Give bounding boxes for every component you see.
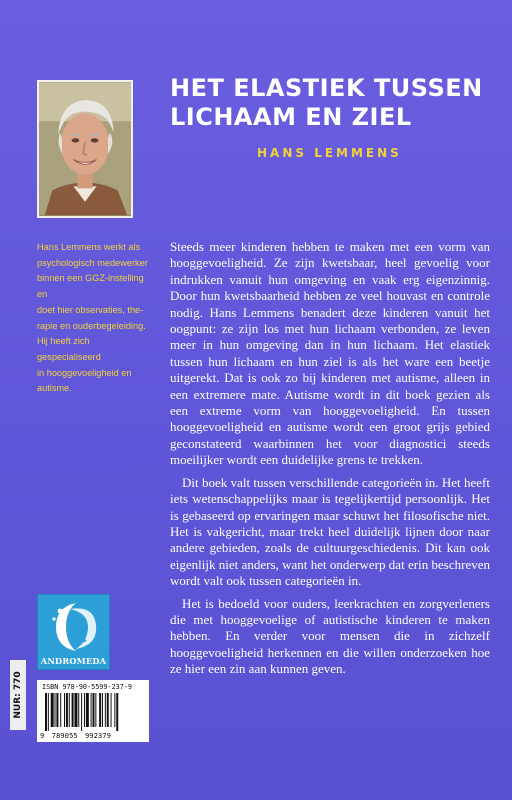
barcode-bar xyxy=(55,693,56,727)
book-title-line-1: HET ELASTIEK TUSSEN xyxy=(170,74,483,102)
author-bio-line: in hooggevoeligheid en xyxy=(37,367,132,378)
barcode-bar xyxy=(105,693,106,727)
author-bio xyxy=(37,240,149,397)
ean-digit-group: 9 xyxy=(40,731,45,740)
moon-face-icon xyxy=(46,599,102,653)
barcode-bar xyxy=(66,693,68,727)
barcode-bar xyxy=(111,693,112,727)
book-title xyxy=(170,74,490,132)
barcode-bar xyxy=(93,693,95,727)
author-bio-line: autisme. xyxy=(37,383,72,394)
nur-code-text: NUR: 770 xyxy=(13,671,23,719)
book-title-line-2: LICHAAM EN ZIEL xyxy=(170,103,412,131)
barcode-bar xyxy=(56,693,58,727)
barcode-bar xyxy=(69,693,70,727)
barcode-bar xyxy=(45,693,47,731)
barcode-bar xyxy=(60,693,61,727)
ean-digit-group: 992379 xyxy=(84,731,111,740)
ean-digits xyxy=(40,731,146,740)
description-paragraph-3: Het is bedoeld voor ouders, leerkrachten en zorgverleners die met hooggevoelige of autistische kinderen te maken hebben. En verder voor mensen die in zichzelf hooggevoeligheid herkennen en die willen onderzoeken hoe ze hier een zin aan kunnen geven. xyxy=(170,595,490,677)
author-bio-line: Hij heeft zich gespecialiseerd xyxy=(37,336,101,362)
publisher-name: ANDROMEDA xyxy=(40,656,107,666)
barcode-bars xyxy=(45,693,141,731)
author-bio-line: rapie en ouderbegeleiding. xyxy=(37,320,146,331)
barcode-bar xyxy=(74,693,77,727)
author-bio-line: Hans Lemmens werkt als xyxy=(37,242,141,252)
barcode-bar xyxy=(107,693,109,727)
barcode-bar xyxy=(116,693,118,731)
author-bio-line: binnen een GGZ-instelling en xyxy=(37,273,144,300)
author-photo xyxy=(37,80,133,218)
barcode-bar xyxy=(51,693,54,727)
publisher-logo xyxy=(37,594,110,670)
barcode-bar xyxy=(95,693,96,727)
barcode-bar xyxy=(99,693,101,727)
barcode xyxy=(37,680,149,742)
barcode-bar xyxy=(48,693,49,731)
barcode-bar xyxy=(64,693,65,727)
ean-digit-group: 789055 xyxy=(51,731,78,740)
description-paragraph-1: Steeds meer kinderen hebben te maken met een vorm van hooggevoeligheid. Ze zijn kwetsbaar, heel gevoelig voor indrukken vanuit hun omgeving en vaak erg eigenzinnig. Door hun kwetsbaarheid hebben ze veel houvast en controle nodig. Hans Lemmens benadert deze kinderen vanuit het oogpunt: ze zijn los met hun lichaam verbonden, ze leven meer in hun omgeving dan in hun lichaam. Het elastiek tussen hun lichaam en hun ziel is als het ware een beetje uitgerekt. Dat is ook zo bij kinderen met autisme, alleen in een extremere mate. Autisme wordt in dit boek gezien als een extreme vorm van hooggevoeligheid. En tussen hooggevoeligheid en autisme wordt een groot grijs gebied geconstateerd waarbinnen het voor diagnostici steeds moeilijker wordt een duidelijke grens te trekken. xyxy=(170,239,490,468)
book-description xyxy=(170,239,490,684)
barcode-bar xyxy=(102,693,103,727)
description-paragraph-2: Dit boek valt tussen verschillende categorieën in. Het heeft iets wetenschappelijks maar is tegelijkertijd persoonlijk. Het is gebaseerd op ervaringen maar schuwt het filosofische niet. Het is vakgericht, maar trekt heel duidelijk lijnen door naar andere gebieden, zoals de cultuurgeschiedenis. Dit kan ook eigenlijk niet anders, want het onderwerp dat erin beschreven wordt valt ook tussen categorieën in. xyxy=(170,474,490,589)
isbn-text: ISBN 978-90-5599-237-9 xyxy=(42,683,133,691)
barcode-bar xyxy=(86,693,89,727)
barcode-bar xyxy=(78,693,79,727)
author-portrait-image xyxy=(39,82,131,216)
author-bio-line: psychologisch medewerker xyxy=(37,257,148,268)
barcode-bar xyxy=(114,693,115,727)
barcode-bar xyxy=(91,693,92,727)
barcode-bar xyxy=(84,693,85,727)
barcode-bar xyxy=(72,693,74,727)
barcode-bar xyxy=(81,693,82,731)
author-name: HANS LEMMENS xyxy=(257,146,402,160)
author-bio-line: doet hier observaties, the- xyxy=(37,304,144,315)
nur-code-label xyxy=(10,660,26,730)
